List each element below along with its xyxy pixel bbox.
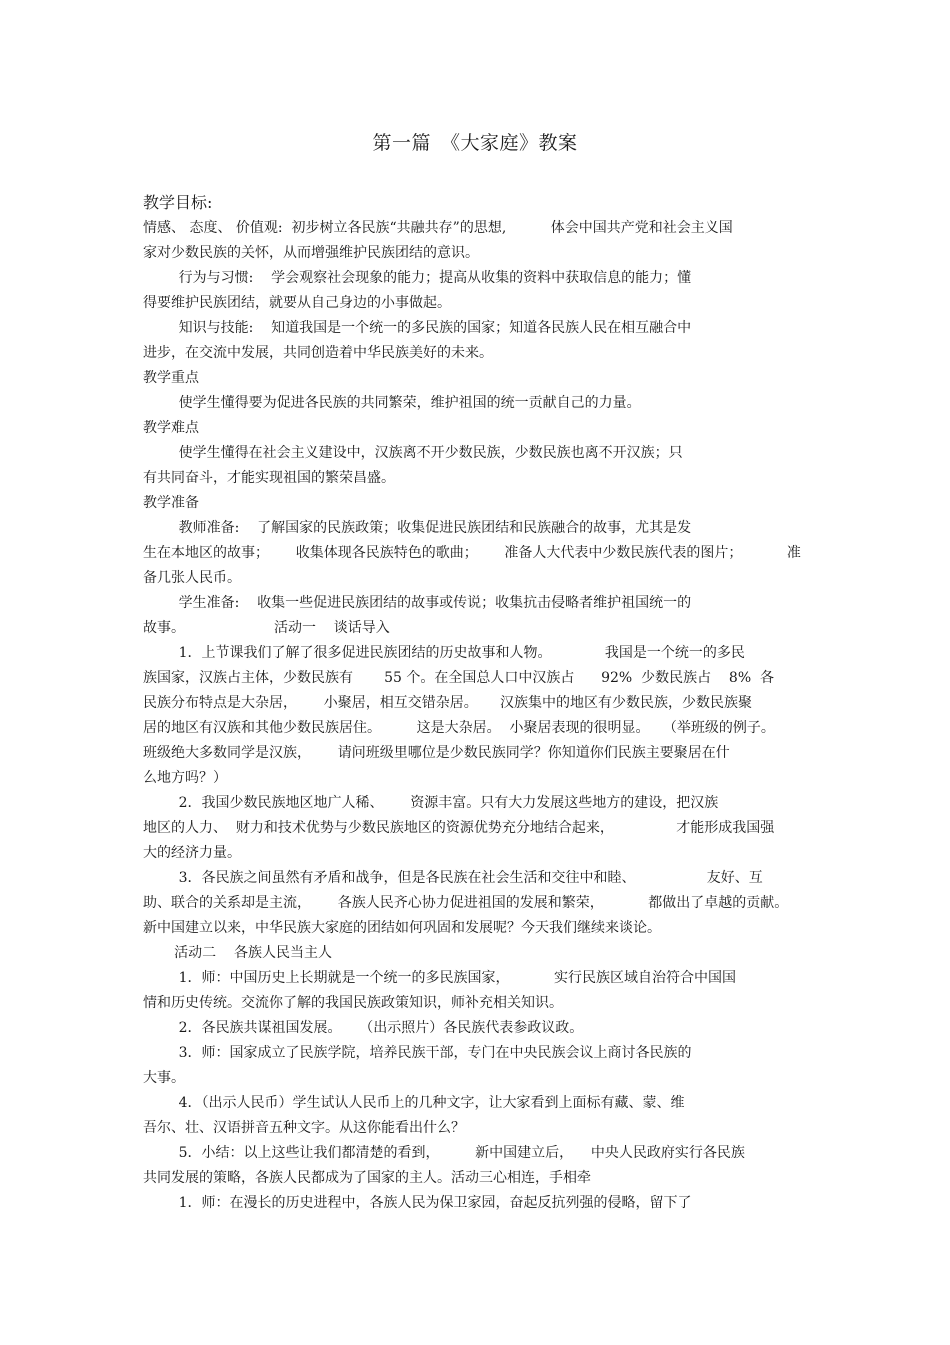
text-line: 2．各民族共谋祖国发展。 （出示照片）各民族代表参政议政。: [143, 1020, 584, 1036]
text-line: 活动二 各族人民当主人: [143, 945, 332, 961]
text-line: 5．小结：以上这些让我们都清楚的看到， 新中国建立后， 中央人民政府实行各民族: [143, 1145, 745, 1161]
text-line: 情感、 态度、 价值观: 初步树立各民族“共融共存”的思想, 体会中国共产党和社会主义国: [143, 220, 733, 236]
text-line: 1．上节课我们了解了很多促进民族团结的历史故事和人物。 我国是一个统一的多民: [143, 645, 745, 661]
text-line: 新中国建立以来，中华民族大家庭的团结如何巩固和发展呢？今天我们继续来谈论。: [143, 920, 661, 936]
text-line: 知识与技能: 知道我国是一个统一的多民族的国家；知道各民族人民在相互融合中: [143, 320, 692, 336]
text-line: 居的地区有汉族和其他少数民族居住。 这是大杂居。 小聚居表现的很明显。 （举班级的例子。: [143, 720, 775, 736]
text-line: 族国家，汉族占主体，少数民族有 55 个。在全国总人口中汉族占 92% 少数民族占 8% 各: [143, 670, 775, 686]
text-line: 行为与习惯: 学会观察社会现象的能力；提高从收集的资料中获取信息的能力；懂: [143, 270, 692, 286]
text-line: 得要维护民族团结，就要从自己身边的小事做起。: [143, 295, 451, 311]
heading-key-points: 教学重点: [143, 370, 199, 386]
text-line: 3．各民族之间虽然有矛盾和战争，但是各民族在社会生活和交往中和睦、 友好、互: [143, 870, 763, 886]
text-line: 1．师：中国历史上长期就是一个统一的多民族国家， 实行民族区域自治符合中国国: [143, 970, 737, 986]
heading-difficulties: 教学难点: [143, 420, 199, 436]
text-line: 学生准备: 收集一些促进民族团结的故事或传说；收集抗击侵略者维护祖国统一的: [143, 595, 692, 611]
text-line: 生在本地区的故事； 收集体现各民族特色的歌曲； 准备人大代表中少数民族代表的图片； 准: [143, 545, 801, 561]
text-line: 吾尔、壮、汉语拼音五种文字。从这你能看出什么？: [143, 1120, 465, 1136]
text-line: 地区的人力、 财力和技术优势与少数民族地区的资源优势充分地结合起来， 才能形成我国强: [143, 820, 775, 836]
text-line: 家对少数民族的关怀，从而增强维护民族团结的意识。: [143, 245, 479, 261]
text-line: 么地方吗？）: [143, 770, 227, 786]
text-line: 共同发展的策略，各族人民都成为了国家的主人。活动三心相连，手相牵: [143, 1170, 591, 1186]
text-line: 民族分布特点是大杂居， 小聚居，相互交错杂居。 汉族集中的地区有少数民族，少数民族聚: [143, 695, 752, 711]
text-line: 故事。 活动一 谈话导入: [143, 620, 390, 636]
heading-objectives: 教学目标:: [143, 193, 213, 212]
text-line: 2．我国少数民族地区地广人稀、 资源丰富。只有大力发展这些地方的建设，把汉族: [143, 795, 719, 811]
text-line: 大的经济力量。: [143, 845, 241, 861]
text-line: 使学生懂得要为促进各民族的共同繁荣，维护祖国的统一贡献自己的力量。: [143, 395, 641, 411]
text-line: 教师准备: 了解国家的民族政策；收集促进民族团结和民族融合的故事，尤其是发: [143, 520, 692, 536]
heading-preparation: 教学准备: [143, 495, 199, 511]
text-line: 大事。: [143, 1070, 185, 1086]
text-line: 3．师：国家成立了民族学院，培养民族干部，专门在中央民族会议上商讨各民族的: [143, 1045, 692, 1061]
text-line: 使学生懂得在社会主义建设中，汉族离不开少数民族，少数民族也离不开汉族；只: [143, 445, 683, 461]
text-line: 1．师：在漫长的历史进程中，各族人民为保卫家园，奋起反抗列强的侵略，留下了: [143, 1195, 692, 1211]
text-line: 有共同奋斗，才能实现祖国的繁荣昌盛。: [143, 470, 395, 486]
text-line: 4．（出示人民币）学生试认人民币上的几种文字，让大家看到上面标有藏、蒙、维: [143, 1095, 685, 1111]
document-title: 第一篇 《大家庭》教案: [372, 132, 578, 154]
text-line: 情和历史传统。交流你了解的我国民族政策知识，师补充相关知识。: [143, 995, 563, 1011]
text-line: 备几张人民币。: [143, 570, 241, 586]
text-line: 助、联合的关系却是主流， 各族人民齐心协力促进祖国的发展和繁荣， 都做出了卓越的贡献。: [143, 895, 789, 911]
text-line: 进步，在交流中发展，共同创造着中华民族美好的未来。: [143, 345, 493, 361]
text-line: 班级绝大多数同学是汉族， 请问班级里哪位是少数民族同学？你知道你们民族主要聚居在什: [143, 745, 730, 761]
